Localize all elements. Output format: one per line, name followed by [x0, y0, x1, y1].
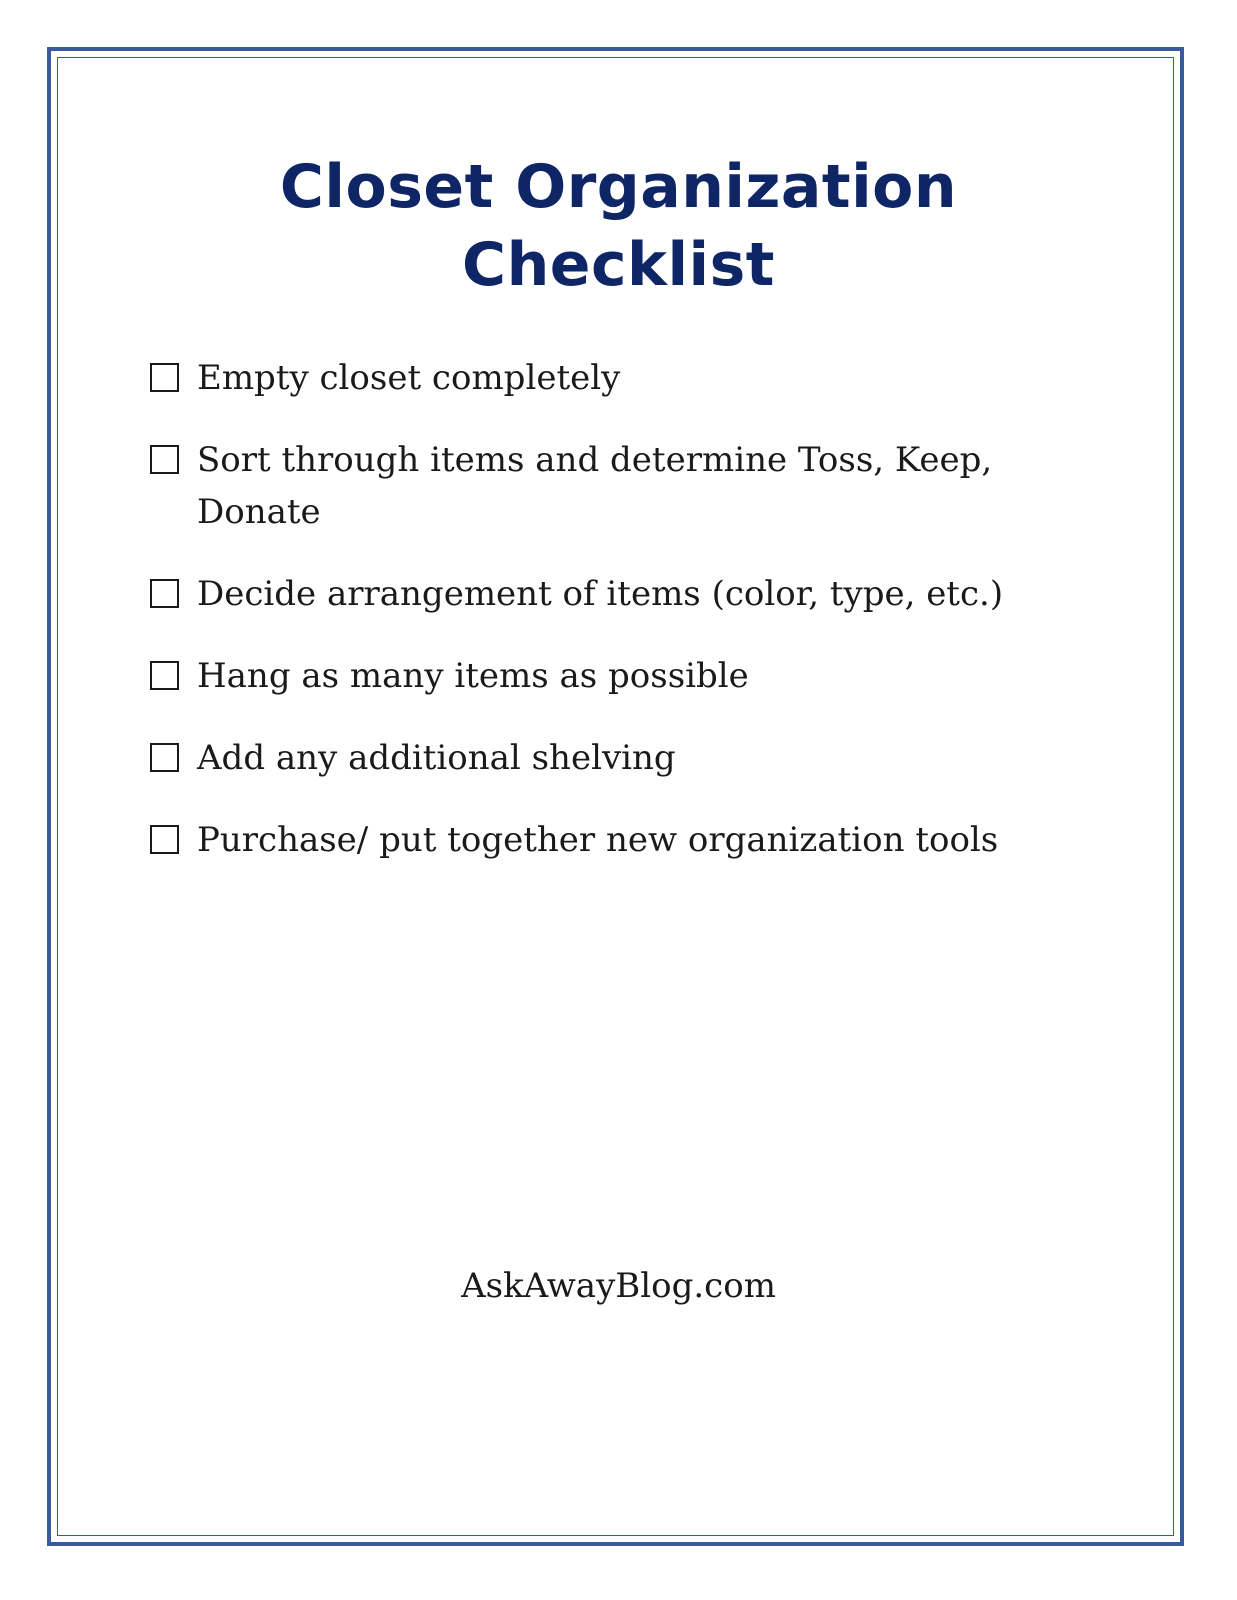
checklist-item [150, 732, 1050, 784]
checkbox[interactable] [150, 661, 179, 690]
checkbox[interactable] [150, 743, 179, 772]
title-line-2: Checklist [462, 230, 775, 300]
checkbox[interactable] [150, 445, 179, 474]
checkbox[interactable] [150, 825, 179, 854]
checklist-item [150, 434, 1050, 538]
checklist-item-label: Add any additional shelving [197, 738, 676, 778]
title-line-1: Closet Organization [279, 152, 958, 222]
checkbox[interactable] [150, 579, 179, 608]
checklist-item [150, 814, 1050, 866]
checklist-item [150, 650, 1050, 702]
checklist-item [150, 568, 1050, 620]
checklist-item-label: Decide arrangement of items (color, type, etc.) [197, 574, 1004, 614]
checklist [150, 352, 1050, 896]
checklist-item-label: Hang as many items as possible [197, 656, 749, 696]
checkbox[interactable] [150, 363, 179, 392]
checklist-item-label: Purchase/ put together new organization tools [197, 820, 999, 860]
checklist-item-label: Sort through items and determine Toss, Keep, Donate [197, 440, 993, 532]
checklist-item-label: Empty closet completely [197, 358, 621, 398]
page-title [0, 148, 1237, 304]
footer-website: AskAwayBlog.com [461, 1266, 776, 1306]
checklist-item [150, 352, 1050, 404]
